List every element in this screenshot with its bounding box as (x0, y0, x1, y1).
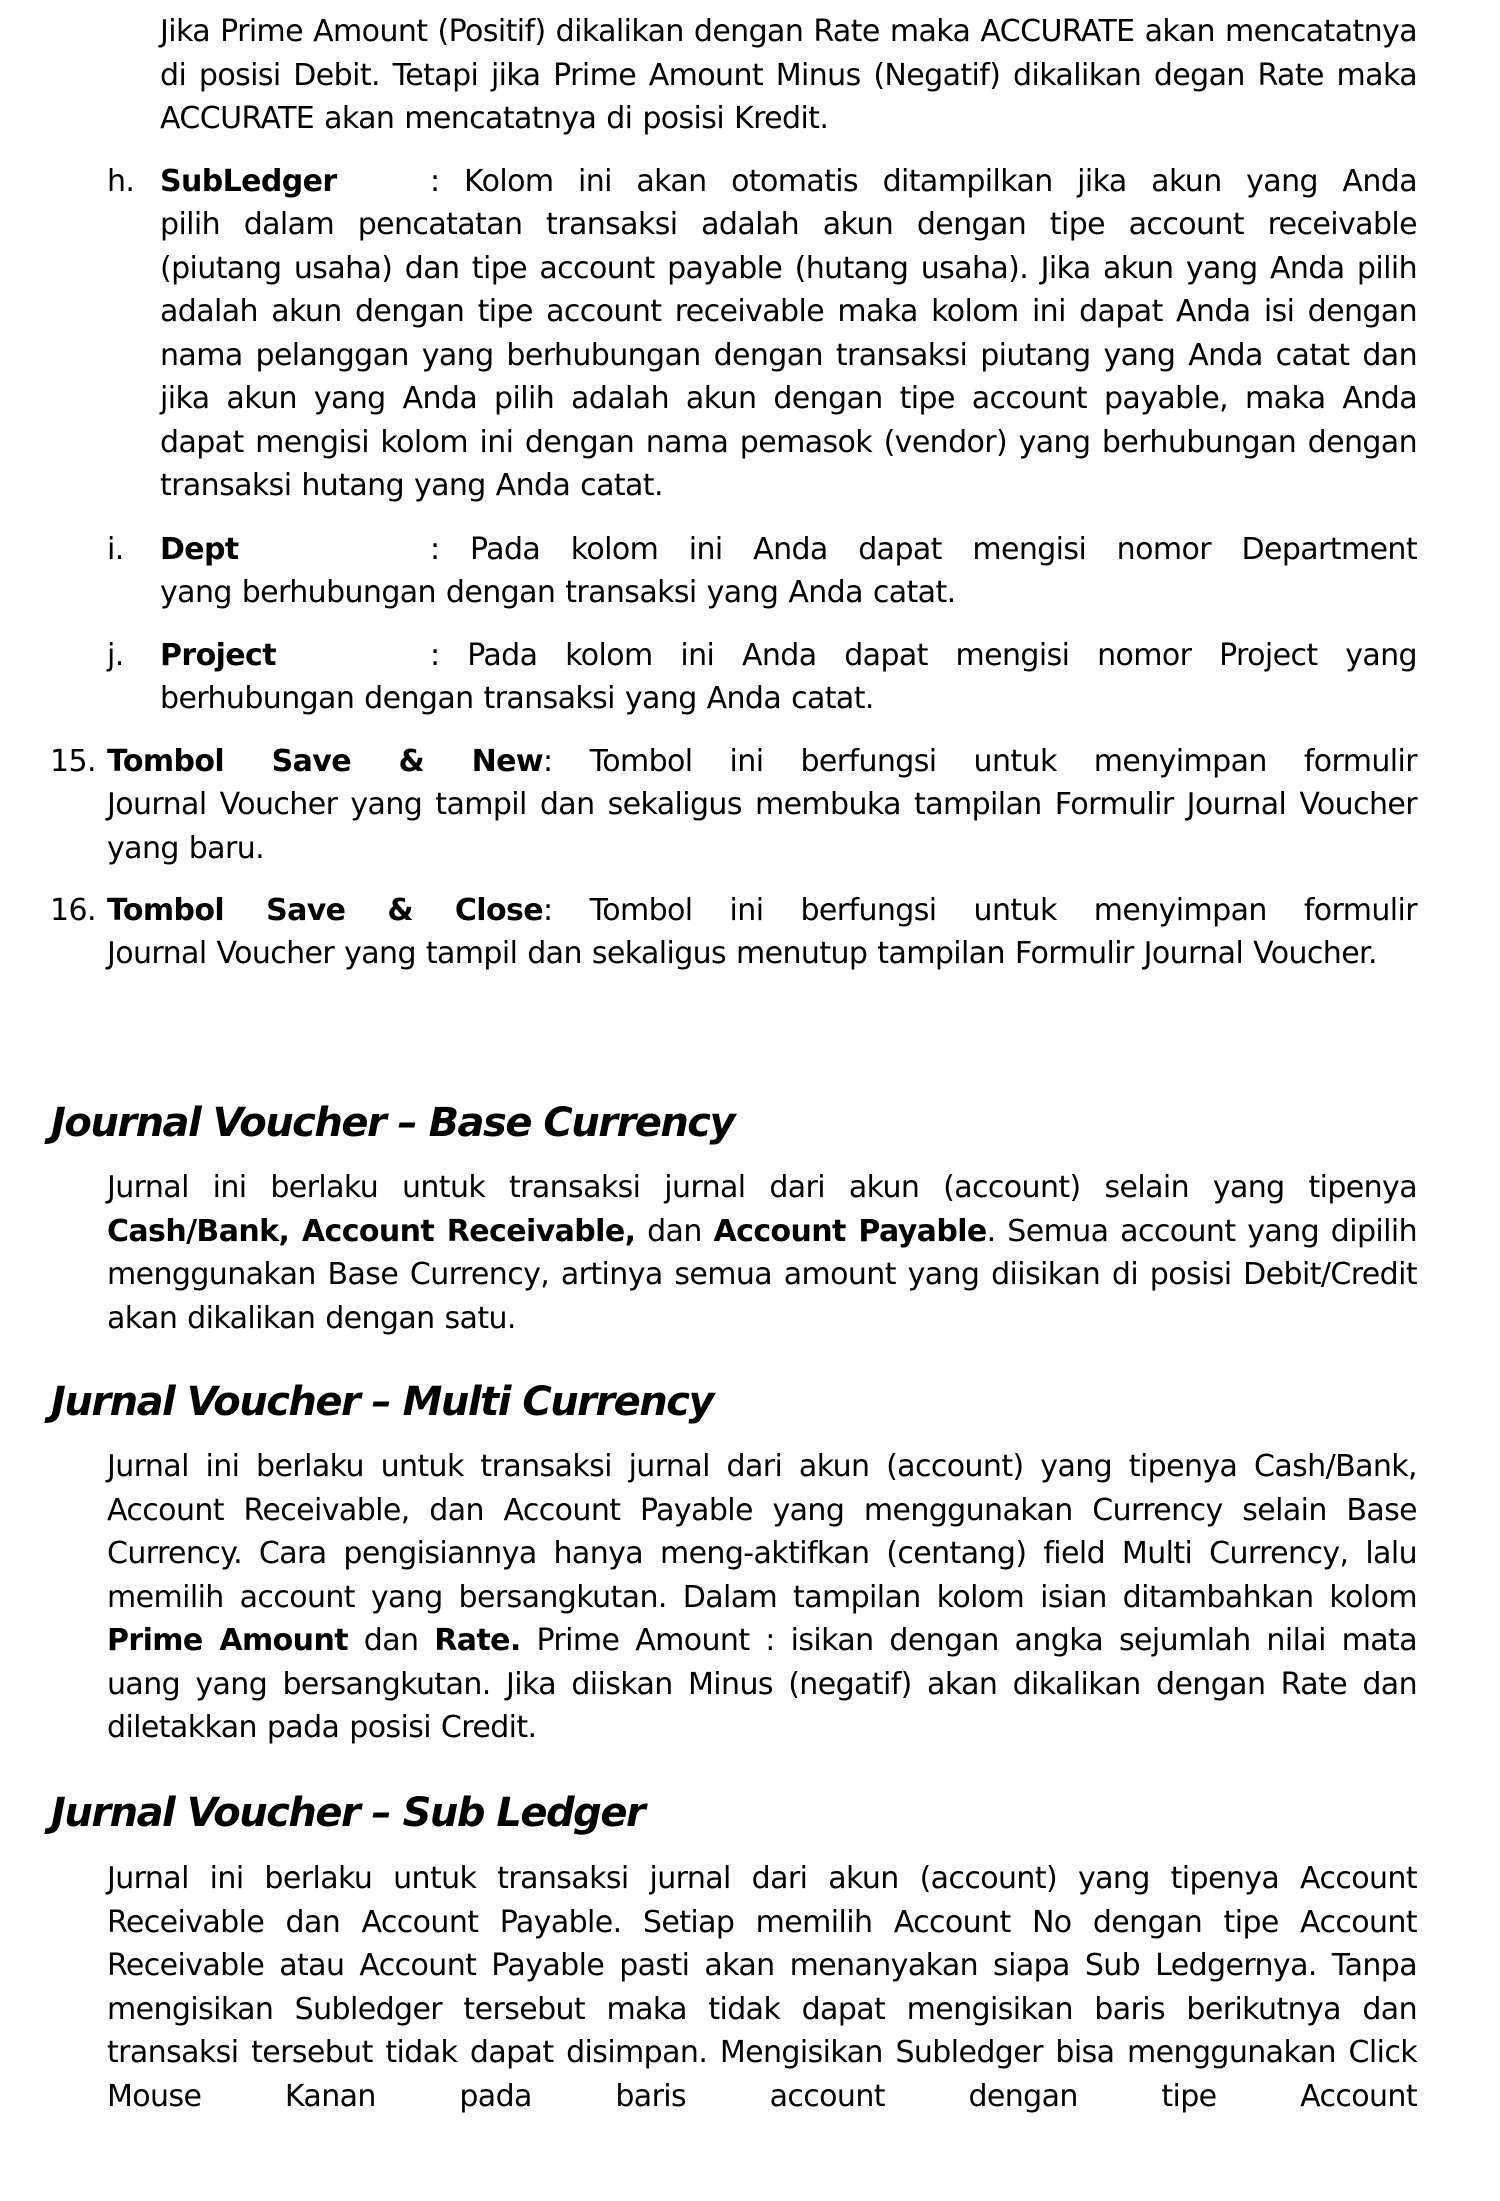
item-15-number: 15. (50, 744, 96, 779)
bold-run: Account Payable (713, 1213, 987, 1249)
item-16-colon: : (543, 893, 553, 928)
text-run: dan (347, 1623, 435, 1658)
sub-item-i-term: Dept (160, 532, 239, 567)
text-run: dan (635, 1213, 714, 1249)
sub-item-j-term: Project (160, 638, 276, 673)
sub-item-h-term: SubLedger (160, 164, 337, 199)
sub-item-j-marker: j. (107, 638, 124, 673)
sub-item-j-first-text: Pada kolom ini Anda dapat mengisi nomor Project yang (467, 638, 1418, 673)
item-15-colon: : (543, 744, 553, 779)
sub-item-h-description: pilih dalam pencatatan transaksi adalah akun dengan tipe account receivable (piutang usaha) dan tipe account payable (hutang usaha). Jika akun yang Anda pilih adalah akun dengan tipe account receivable maka kolom ini dapat Anda isi dengan nama pelanggan yang berhubungan dengan transaksi piutang yang Anda catat dan jika akun yang Anda pilih adalah akun dengan tipe account payable, maka Anda dapat mengisi kolom ini dengan nama pemasok (vendor) yang berhubungan dengan transaksi hutang yang Anda catat. (160, 207, 1417, 503)
text-run: Jurnal ini berlaku untuk transaksi jurnal dari akun (account) yang tipenya Cash/Bank, Account Receivable, dan Account Payable yang menggunakan Currency selain Base Currency. Cara pengisiannya hanya meng-aktifkan (centang) field Multi Currency, lalu memilih account yang bersangkutan. Dalam tampilan kolom isian ditambahkan kolom (107, 1449, 1417, 1615)
item-16-description: Journal Voucher yang tampil dan sekaligus menutup tampilan Formulir Journal Voucher. (107, 936, 1377, 971)
section-heading-base-currency: Journal Voucher – Base Currency (51, 1100, 735, 1146)
item-15-first-text: Tombol ini berfungsi untuk menyimpan formulir (589, 744, 1418, 779)
bold-run: Rate. (434, 1623, 521, 1658)
sub-item-h-colon: : (430, 164, 440, 199)
text-run: Prime Amount : isikan dengan angka sejumlah nilai mata uang yang bersangkutan. Jika diiskan Minus (negatif) akan dikalikan dengan Rate dan diletakkan pada posisi Credit. (107, 1623, 1418, 1745)
sub-item-i-description: yang berhubungan dengan transaksi yang Anda catat. (160, 575, 956, 610)
sub-item-i-marker: i. (107, 532, 124, 567)
section-body-multi-currency (107, 1445, 1417, 1750)
text-run: Jurnal ini berlaku untuk transaksi jurnal dari akun (account) selain yang tipenya (107, 1170, 1417, 1205)
item-16-term: Tombol Save & Close (107, 893, 543, 928)
sub-item-i-colon: : (430, 532, 440, 567)
item-16-number: 16. (50, 893, 96, 928)
section-body-sub-ledger (107, 1857, 1417, 2118)
item-15-term: Tombol Save & New (107, 744, 543, 779)
sub-item-h-first-line (160, 160, 1417, 204)
sub-item-j-first-line (160, 634, 1417, 678)
intro-paragraph: Jika Prime Amount (Positif) dikalikan dengan Rate maka ACCURATE akan mencatatnya di posisi Debit. Tetapi jika Prime Amount Minus (Negatif) dikalikan degan Rate maka ACCURATE akan mencatatnya di posisi Kredit. (160, 14, 1417, 136)
section-heading-sub-ledger: Jurnal Voucher – Sub Ledger (51, 1790, 645, 1836)
sub-item-j-description: berhubungan dengan transaksi yang Anda catat. (160, 681, 874, 716)
section-heading-multi-currency: Jurnal Voucher – Multi Currency (51, 1379, 714, 1425)
bold-run: Cash/Bank, Account Receivable, (107, 1213, 636, 1249)
sub-item-h-first-text: Kolom ini akan otomatis ditampilkan jika akun yang Anda (464, 164, 1417, 199)
text-run: Jurnal ini berlaku untuk transaksi jurnal dari akun (account) yang tipenya Account Receivable dan Account Payable. Setiap memilih Account No dengan tipe Account Receivable atau Account Payable pasti akan menanyakan siapa Sub Ledgernya. Tanpa mengisikan Subledger tersebut maka tidak dapat mengisikan baris berikutnya dan transaksi tersebut tidak dapat disimpan. Mengisikan Subledger bisa menggunakan Click Mouse Kanan pada baris account dengan tipe Account (107, 1861, 1417, 2114)
item-16-first-line (107, 889, 1417, 933)
item-15-description: Journal Voucher yang tampil dan sekaligus membuka tampilan Formulir Journal Voucher yang baru. (107, 787, 1417, 866)
bold-run: Prime Amount (107, 1623, 348, 1658)
sub-item-j-colon: : (430, 638, 440, 673)
sub-item-i-first-line (160, 528, 1417, 572)
sub-item-i-first-text: Pada kolom ini Anda dapat mengisi nomor Department (470, 532, 1418, 567)
text-run: . Semua account yang dipilih menggunakan Base Currency, artinya semua amount yang diisikan di posisi Debit/Credit akan dikalikan dengan satu. (107, 1213, 1418, 1336)
item-15-first-line (107, 740, 1417, 784)
sub-item-h-marker: h. (107, 164, 135, 199)
section-body-base-currency (107, 1166, 1417, 1340)
item-16-first-text: Tombol ini berfungsi untuk menyimpan formulir (589, 893, 1418, 928)
